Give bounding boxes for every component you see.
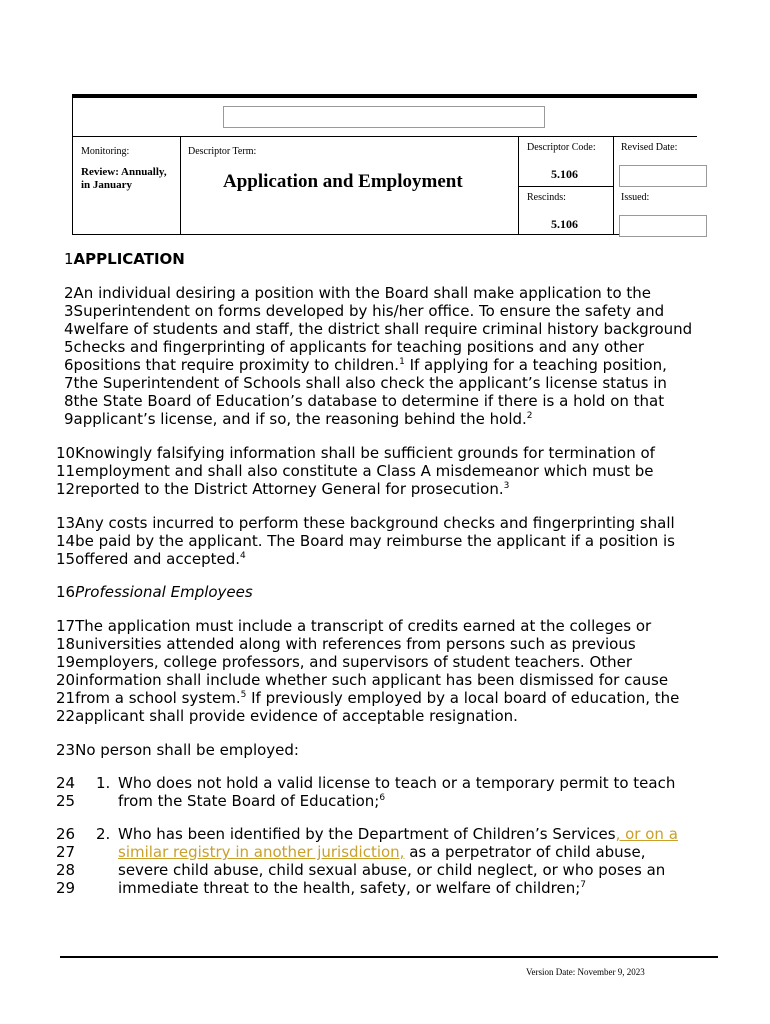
line-number: 8	[64, 392, 74, 410]
line-number: 6	[64, 356, 74, 374]
line-number: 14	[56, 532, 76, 550]
descriptor-term-label: Descriptor Term:	[188, 146, 257, 157]
line-number: 26	[56, 825, 76, 843]
text: employers, college professors, and supervisors of student teachers. Other	[75, 653, 633, 671]
text: Superintendent on forms developed by his/her office. To ensure the safety and	[73, 302, 665, 320]
line-3	[64, 302, 664, 320]
line-1	[64, 250, 185, 268]
footer-rule	[60, 956, 718, 958]
text: applicant’s license, and if so, the reasoning behind the hold.	[73, 410, 527, 428]
footnote-ref[interactable]: 4	[240, 551, 246, 561]
text: Knowingly falsifying information shall be sufficient grounds for termination of	[75, 444, 655, 462]
line-number: 12	[56, 480, 76, 498]
text: the State Board of Education’s database to determine if there is a hold on that	[73, 392, 665, 410]
line-number: 19	[56, 653, 76, 671]
list-marker: 1.	[96, 774, 111, 792]
text: welfare of students and staff, the district shall require criminal history background	[73, 320, 693, 338]
text: Who does not hold a valid license to teach or a temporary permit to teach	[118, 774, 676, 792]
line-9	[64, 410, 533, 428]
line-22	[56, 707, 518, 725]
footnote-ref[interactable]: 3	[503, 481, 510, 491]
line-23	[56, 741, 299, 759]
line-number: 11	[56, 462, 76, 480]
header-divider	[73, 136, 697, 137]
text: An individual desiring a position with the Board shall make application to the	[73, 284, 652, 302]
line-24	[56, 774, 675, 792]
text: be paid by the applicant. The Board may reimburse the applicant if a position is	[75, 532, 675, 550]
issued-date-field[interactable]	[619, 215, 707, 237]
text: as a perpetrator of child abuse,	[404, 843, 646, 861]
line-number: 15	[56, 550, 76, 568]
list-marker: 2.	[96, 825, 111, 843]
line-number: 5	[64, 338, 74, 356]
line-number: 16	[56, 583, 76, 601]
header-col-divider-2	[518, 136, 519, 234]
text: checks and fingerprinting of applicants for teaching positions and any other	[73, 338, 645, 356]
line-number: 21	[56, 689, 76, 707]
line-number: 13	[56, 514, 76, 532]
line-29	[56, 879, 586, 897]
issued-label: Issued:	[621, 192, 650, 203]
text: Any costs incurred to perform these background checks and fingerprinting shall	[75, 514, 675, 532]
line-number: 27	[56, 843, 76, 861]
text: from a school system.	[75, 689, 241, 707]
revised-date-label: Revised Date:	[621, 142, 678, 153]
line-12	[56, 480, 509, 498]
line-number: 3	[64, 302, 74, 320]
tracked-insertion: , or on a	[615, 825, 678, 843]
text: immediate threat to the health, safety, or welfare of children;	[118, 879, 581, 897]
line-19	[56, 653, 632, 671]
line-number: 4	[64, 320, 74, 338]
line-27	[56, 843, 646, 861]
line-number: 1	[64, 250, 74, 268]
footnote-ref[interactable]: 7	[580, 880, 586, 890]
descriptor-code-label: Descriptor Code:	[527, 142, 596, 153]
page-title: Application and Employment	[223, 171, 463, 192]
line-number: 25	[56, 792, 76, 810]
text: Who has been identified by the Department of Children’s Services	[118, 825, 616, 843]
line-5	[64, 338, 644, 356]
line-number: 2	[64, 284, 74, 302]
line-28	[56, 861, 665, 879]
line-13	[56, 514, 675, 532]
line-16	[56, 583, 253, 601]
text: If applying for a teaching position,	[404, 356, 667, 374]
line-8	[64, 392, 664, 410]
text: from the State Board of Education;	[118, 792, 380, 810]
section-heading: APPLICATION	[73, 250, 185, 268]
line-11	[56, 462, 653, 480]
text: reported to the District Attorney General for prosecution.	[75, 480, 504, 498]
descriptor-code-value: 5.106	[551, 167, 578, 181]
text: offered and accepted.	[75, 550, 241, 568]
line-number: 10	[56, 444, 76, 462]
line-10	[56, 444, 655, 462]
monitoring-label: Monitoring:	[81, 146, 130, 157]
line-14	[56, 532, 675, 550]
line-6	[64, 356, 667, 374]
policy-header-table	[72, 94, 697, 235]
line-number: 24	[56, 774, 76, 792]
header-col-divider-3	[613, 136, 614, 234]
footnote-ref[interactable]: 5	[240, 690, 247, 700]
text: the Superintendent of Schools shall also check the applicant’s license status in	[73, 374, 667, 392]
line-26	[56, 825, 678, 843]
rescinds-label: Rescinds:	[527, 192, 566, 203]
line-17	[56, 617, 651, 635]
subheading: Professional Employees	[75, 583, 253, 601]
text: employment and shall also constitute a Class A misdemeanor which must be	[75, 462, 654, 480]
version-date: Version Date: November 9, 2023	[526, 967, 645, 977]
text: applicant shall provide evidence of acceptable resignation.	[75, 707, 518, 725]
footnote-ref[interactable]: 6	[379, 793, 386, 803]
line-18	[56, 635, 636, 653]
line-4	[64, 320, 692, 338]
revised-date-field[interactable]	[619, 165, 707, 187]
line-number: 17	[56, 617, 76, 635]
header-top-field[interactable]	[223, 106, 545, 128]
text: positions that require proximity to children.	[73, 356, 400, 374]
line-number: 7	[64, 374, 74, 392]
text: The application must include a transcript of credits earned at the colleges or	[75, 617, 652, 635]
line-number: 28	[56, 861, 76, 879]
code-cell-divider	[518, 186, 613, 187]
line-number: 9	[64, 410, 74, 428]
footnote-ref[interactable]: 1	[399, 357, 405, 367]
header-col-divider-1	[180, 136, 181, 234]
line-7	[64, 374, 667, 392]
footnote-ref[interactable]: 2	[526, 411, 533, 421]
review-line-1: Review: Annually,	[81, 166, 167, 178]
text: No person shall be employed:	[75, 741, 299, 759]
line-number: 22	[56, 707, 76, 725]
line-2	[64, 284, 651, 302]
text: information shall include whether such applicant has been dismissed for cause	[75, 671, 669, 689]
line-number: 29	[56, 879, 76, 897]
review-line-2: in January	[81, 179, 133, 191]
text: If previously employed by a local board of education, the	[246, 689, 680, 707]
line-25	[56, 792, 385, 810]
line-number: 23	[56, 741, 76, 759]
line-number: 20	[56, 671, 76, 689]
rescinds-value: 5.106	[551, 217, 578, 231]
tracked-insertion: similar registry in another jurisdiction,	[118, 843, 405, 861]
text: severe child abuse, child sexual abuse, or child neglect, or who poses an	[118, 861, 666, 879]
line-21	[56, 689, 679, 707]
line-number: 18	[56, 635, 76, 653]
review-frequency	[81, 166, 167, 192]
line-15	[56, 550, 246, 568]
text: universities attended along with references from persons such as previous	[75, 635, 636, 653]
line-20	[56, 671, 668, 689]
